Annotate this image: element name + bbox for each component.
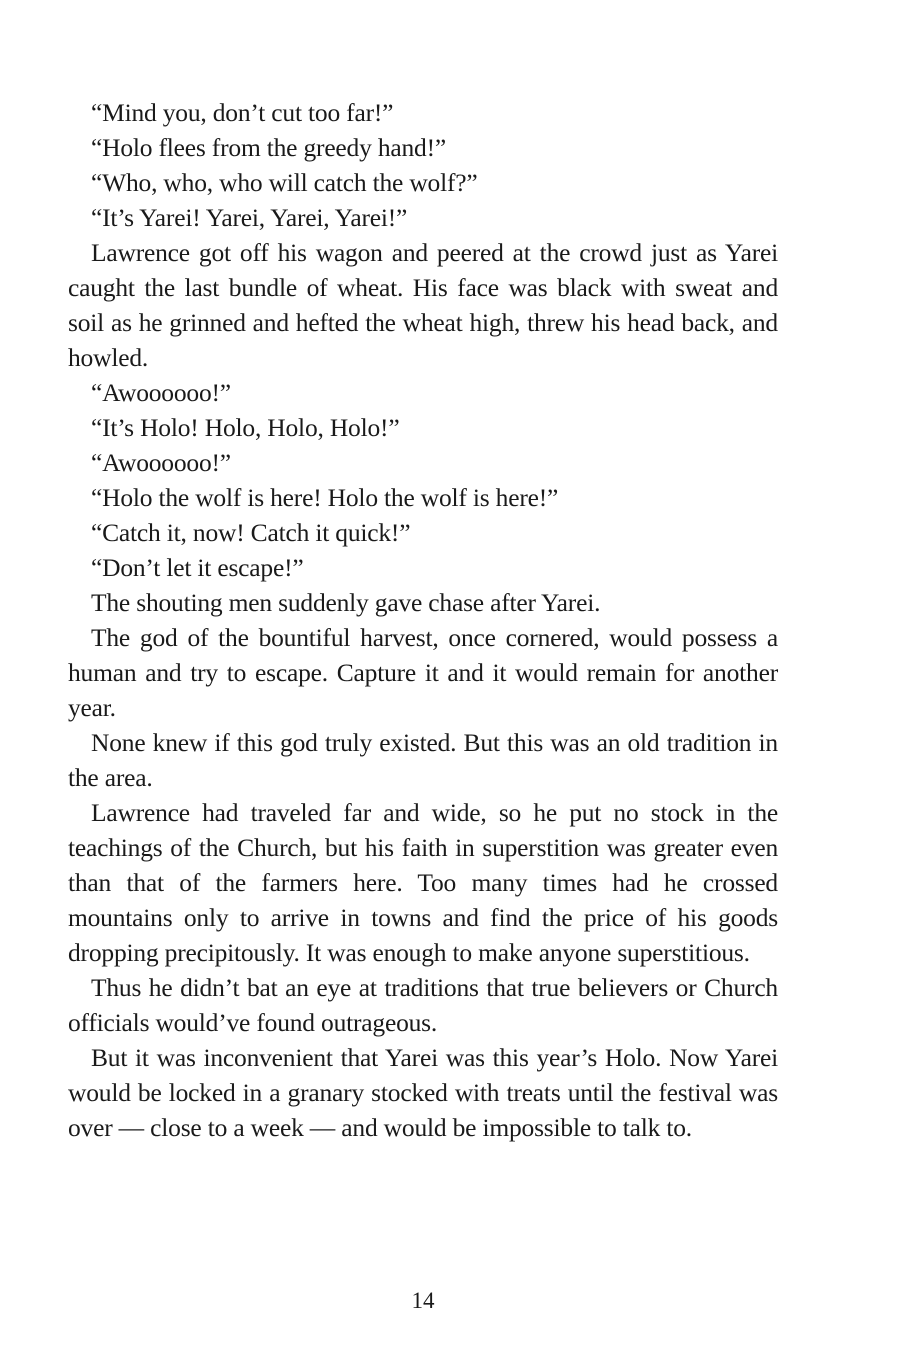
paragraph: Lawrence had traveled far and wide, so he put no stock in the teachings of the Church, but his faith in superstition was greater even than that of the farmers here. Too many times had he crossed mountains only to arrive in towns and find the price of his goods dropping precipitously. It was enough to make anyone superstitious.	[68, 798, 778, 967]
paragraph: “Mind you, don’t cut too far!”	[91, 98, 394, 127]
paragraph: “Awoooooo!”	[91, 448, 231, 477]
paragraph: Thus he didn’t bat an eye at traditions that true believers or Church officials would’ve found outrageous.	[68, 973, 778, 1037]
paragraph: “It’s Holo! Holo, Holo, Holo!”	[91, 413, 400, 442]
paragraph: “Catch it, now! Catch it quick!”	[91, 518, 411, 547]
paragraph: “It’s Yarei! Yarei, Yarei, Yarei!”	[91, 203, 408, 232]
paragraph: “Holo the wolf is here! Holo the wolf is here!”	[91, 483, 559, 512]
paragraph: “Holo flees from the greedy hand!”	[91, 133, 447, 162]
page-number: 14	[411, 1288, 435, 1313]
paragraph: Lawrence got off his wagon and peered at the crowd just as Yarei caught the last bundle of wheat. His face was black with sweat and soil as he grinned and hefted the wheat high, threw his head back, and howled.	[68, 238, 778, 372]
paragraph: None knew if this god truly existed. But this was an old tradition in the area.	[68, 728, 778, 792]
paragraph: “Awoooooo!”	[91, 378, 231, 407]
paragraph: The god of the bountiful harvest, once cornered, would possess a human and try to escape. Capture it and it would remain for another year.	[68, 623, 778, 722]
page-body	[68, 95, 778, 1145]
paragraph: But it was inconvenient that Yarei was this year’s Holo. Now Yarei would be locked in a granary stocked with treats until the festival was over — close to a week — and would be impossible to talk to.	[68, 1043, 778, 1142]
paragraph: “Who, who, who will catch the wolf?”	[91, 168, 478, 197]
paragraph: The shouting men suddenly gave chase after Yarei.	[91, 588, 601, 617]
paragraph: “Don’t let it escape!”	[91, 553, 304, 582]
